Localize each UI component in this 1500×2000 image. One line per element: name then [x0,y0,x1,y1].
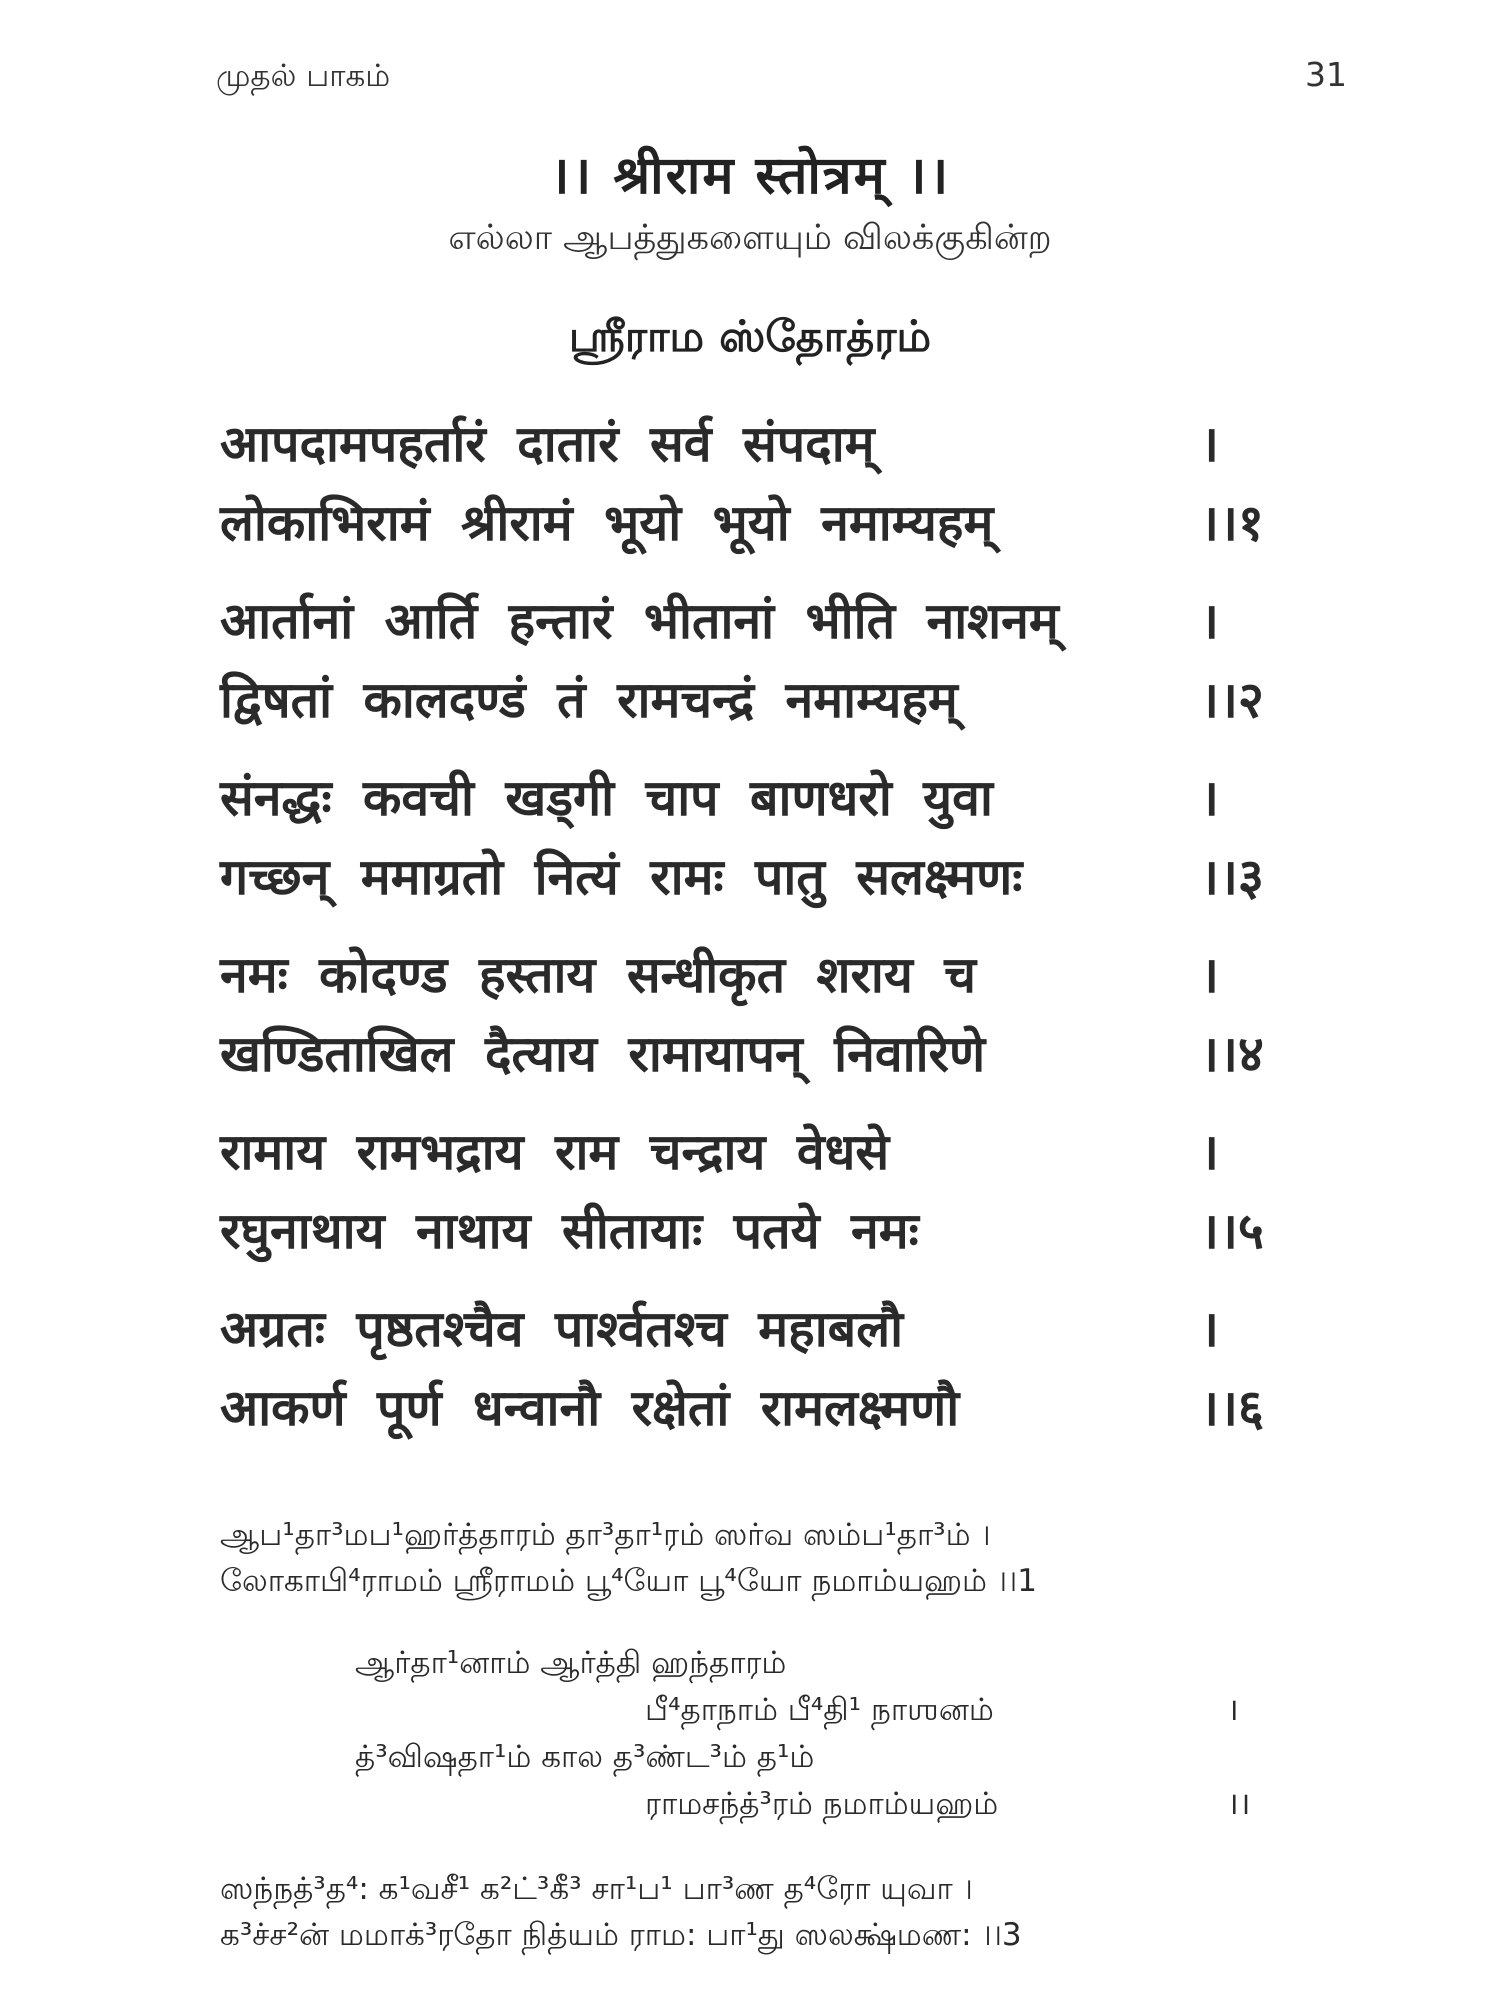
verse-text: आकर्ण पूर्ण धन्वानौ रक्षेतां रामलक्ष्मणौ [220,1379,960,1437]
verse-mark: ।।६ [1200,1379,1264,1437]
verse-mark: ।।३ [1200,848,1264,906]
verse-text: रामाय रामभद्राय राम चन्द्राय वेधसे [220,1123,890,1181]
verse-mark: । [1200,1123,1219,1181]
verse-mark: । [1200,592,1219,650]
verse-mark: ।।५ [1200,1202,1264,1260]
translit-text: ராமசந்த்³ரம் நமாம்யஹம் [645,1786,999,1822]
verse-line [220,1369,1340,1448]
verse-mark: । [1200,769,1219,827]
translit-line: ஆர்தா¹னாம் ஆர்த்தி ஹந்தாரம் [355,1645,787,1681]
verse-text: गच्छन् ममाग्रतो नित्यं रामः पातु सलक्ष्मणः [220,848,1023,906]
verse-6 [220,1290,1340,1448]
verse-mark: । [1227,1692,1239,1728]
verse-line [220,1192,1340,1271]
verse-mark: ।।४ [1200,1025,1264,1083]
verse-text: आर्तानां आर्ति हन्तारं भीतानां भीति नाशनम् [220,592,1059,650]
verse-line [220,1290,1340,1369]
translit-line: ஸந்நத்³த⁴: க¹வசீ¹ க²ட்³கீ³ சா¹ப¹ பா³ண த⁴ரோ யுவா । [220,1871,973,1907]
verse-text: नमः कोदण्ड हस्ताय सन्धीकृत शराय च [220,946,977,1004]
verse-text: आपदामपहर्तारं दातारं सर्व संपदाम् [220,415,875,473]
translit-line: க³ச்ச²ன் மமாக்³ரதோ நித்யம் ராம: பா¹து ஸலக்ஷ்மண: ।।3 [220,1917,1022,1953]
verse-line [220,1015,1340,1094]
translit-line: ஆப¹தா³மப¹ஹர்த்தாரம் தா³தா¹ரம் ஸர்வ ஸம்ப¹தா³ம் । [220,1517,991,1553]
verse-text: संनद्धः कवची खड्गी चाप बाणधरो युवा [220,769,993,827]
verse-1 [220,405,1340,563]
verse-mark: । [1200,415,1219,473]
running-head: முதல் பாகம் [216,58,391,94]
page-number: 31 [1305,55,1347,94]
verse-mark: ।।२ [1200,671,1264,729]
verse-line [220,936,1340,1015]
verse-line [220,484,1340,563]
translit-line: த்³விஷதா¹ம் கால த³ண்ட³ம் த¹ம் [355,1739,815,1775]
translit-line [355,1687,1350,1734]
verse-text: रघुनाथाय नाथाय सीतायाः पतये नमः [220,1202,919,1260]
verse-4 [220,936,1340,1094]
verse-text: खण्डिताखिल दैत्याय रामायापन् निवारिणे [220,1025,986,1083]
verse-3 [220,759,1340,917]
translit-line: லோகாபி⁴ராமம் ஸ்ரீராமம் பூ⁴யோ பூ⁴யோ நமாம்யஹம் ।।1 [220,1563,1038,1599]
verse-text: अग्रतः पृष्ठतश्चैव पार्श्वतश्च महाबलौ [220,1300,904,1358]
verse-line [220,582,1340,661]
verse-2 [220,582,1340,740]
verse-line [220,405,1340,484]
translit-line [355,1781,1350,1828]
tamil-transliteration-verse-3 [220,1866,1350,1958]
verse-mark: ।। [1227,1786,1251,1822]
verse-5 [220,1113,1340,1271]
verse-line [220,759,1340,838]
verse-text: लोकाभिरामं श्रीरामं भूयो भूयो नमाम्यहम् [220,494,994,552]
verse-line [220,838,1340,917]
sanskrit-title: ।। श्रीराम स्तोत्रम् ।। [549,145,951,206]
verse-line [220,661,1340,740]
verse-text: द्विषतां कालदण्डं तं रामचन्द्रं नमाम्यहम् [220,671,958,729]
tamil-title: ஸ்ரீராம ஸ்தோத்ரம் [568,312,932,362]
verse-mark: ।।१ [1200,494,1264,552]
tamil-transliteration-verse-2 [355,1640,1350,1828]
verse-line [220,1113,1340,1192]
sanskrit-verses [220,405,1340,1467]
tamil-transliteration-verse-1 [220,1512,1350,1604]
translit-text: பீ⁴தாநாம் பீ⁴தி¹ நாஶனம் [645,1692,994,1728]
verse-mark: । [1200,1300,1219,1358]
verse-mark: । [1200,946,1219,1004]
tamil-subtitle: எல்லா ஆபத்துகளையும் விலக்குகின்ற [448,218,1052,258]
